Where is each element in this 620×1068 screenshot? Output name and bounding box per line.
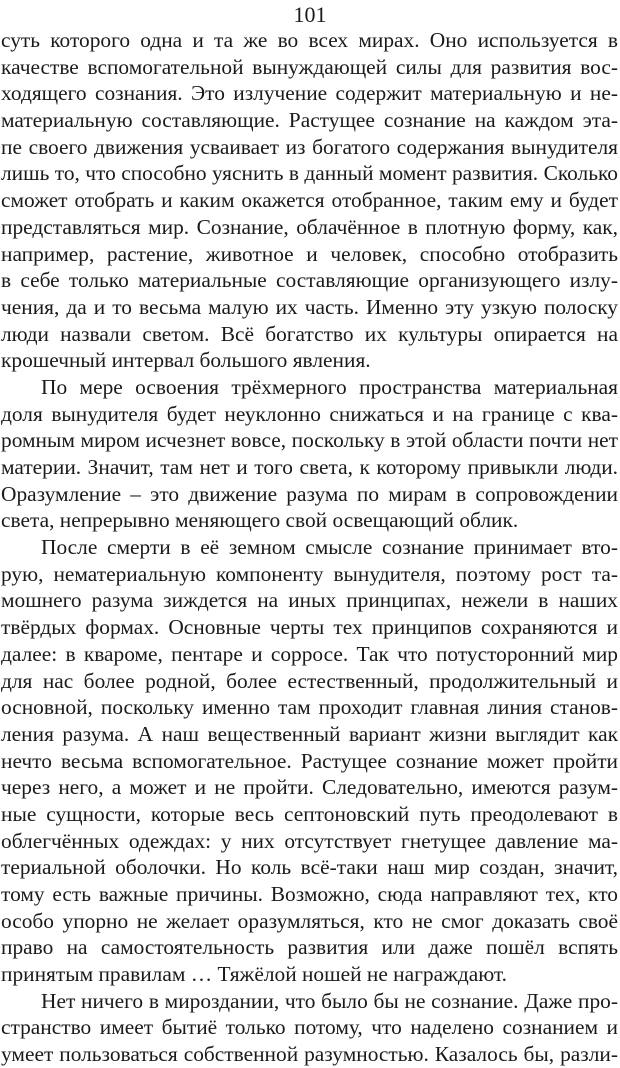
text-line: крошечный интервал большого явления. <box>1 348 371 373</box>
text-line: для нас более родной, более естественный, продолжительный и <box>1 668 618 693</box>
text-line: нечто весьма вспомогательное. Растущее сознание может пройти <box>1 748 618 773</box>
text-line: доля вынудителя будет неуклонно снижаться и на границе с ква- <box>1 401 618 426</box>
text-line: рую, нематериальную компоненту вынудителя, поэтому рост та- <box>1 561 618 586</box>
text-line: света, непрерывно меняющего свой освещающий облик. <box>1 508 519 533</box>
text-line: люди назвали светом. Всё богатство их культуры опирается на <box>1 321 618 346</box>
text-line: лишь то, что способно уяснить в данный момент развития. Сколько <box>1 161 618 186</box>
text-line: через него, а может и не пройти. Следовательно, имеются разум- <box>1 775 618 800</box>
text-line: териальной оболочки. Но коль всё-таки наш мир создан, значит, <box>1 855 618 880</box>
text-line: твёрдых формах. Основные черты тех принципов сохраняются и <box>1 615 618 640</box>
body-text <box>1 27 618 1068</box>
text-line: странство имеет бытиё только потому, что наделено сознанием и <box>1 1015 618 1040</box>
page-number: 101 <box>293 2 327 27</box>
text-line: По мере освоения трёхмерного пространства материальная <box>41 374 618 399</box>
text-line: ромным миром исчезнет вовсе, поскольку в этой области почти нет <box>1 428 618 453</box>
text-line: После смерти в её земном смысле сознание принимает вто- <box>41 535 618 560</box>
text-line: ления разума. А наш вещественный вариант жизни выглядит как <box>1 721 618 746</box>
text-line: далее: в кваромe, пентаре и сорросе. Так что потусторонний мир <box>1 641 618 666</box>
text-line: умеет пользоваться собственной разумностью. Казалось бы, разли- <box>1 1042 618 1067</box>
text-line: суть которого одна и та же во всех мирах. Оно используется в <box>1 28 618 52</box>
text-line: право на самостоятельность развития или даже пошёл вспять <box>1 935 618 960</box>
text-line: например, растение, животное и человек, способно отобразить <box>1 241 618 266</box>
text-line: пе своего движения усваивает из богатого содержания вынудителя <box>1 134 618 159</box>
text-line: ходящего сознания. Это излучение содержит материальную и не- <box>1 81 618 106</box>
text-line: принятым правилам … Тяжёлой ношей не награждают. <box>1 962 508 987</box>
text-line: качестве вспомогательной вынуждающей силы для развития вос- <box>1 54 618 79</box>
text-line: Оразумление – это движение разума по мирам в сопровождении <box>1 481 618 506</box>
text-line: Нет ничего в мироздании, что было бы не сознание. Даже про- <box>41 988 618 1013</box>
text-line: особо упорно не желает оразумляться, кто не смог доказать своё <box>1 908 618 933</box>
text-line: материальную составляющие. Растущее сознание на каждом эта- <box>1 108 618 133</box>
text-line: мошнего разума зиждется на иных принципах, нежели в наших <box>1 588 618 613</box>
text-line: сможет отобрать и каким окажется отобранное, таким ему и будет <box>1 188 618 213</box>
text-line: представляться мир. Сознание, облачённое в плотную форму, как, <box>1 214 618 239</box>
text-line: облегчённых одеждах: у них отсутствует гнетущее давление ма- <box>1 828 618 853</box>
text-line: в себе только материальные составляющие организующего излу- <box>1 268 618 293</box>
text-line: чения, да и то весьма малую их часть. Именно эту узкую полоску <box>1 294 618 319</box>
text-line: тому есть важные причины. Возможно, сюда направляют тех, кто <box>1 882 618 906</box>
text-line: ные сущности, которые весь септоновский путь преодолевают в <box>1 801 618 826</box>
text-line: материи. Значит, там нет и того света, к которому привыкли люди. <box>1 455 618 479</box>
text-line: основной, поскольку именно там проходит главная линия станов- <box>1 695 618 720</box>
